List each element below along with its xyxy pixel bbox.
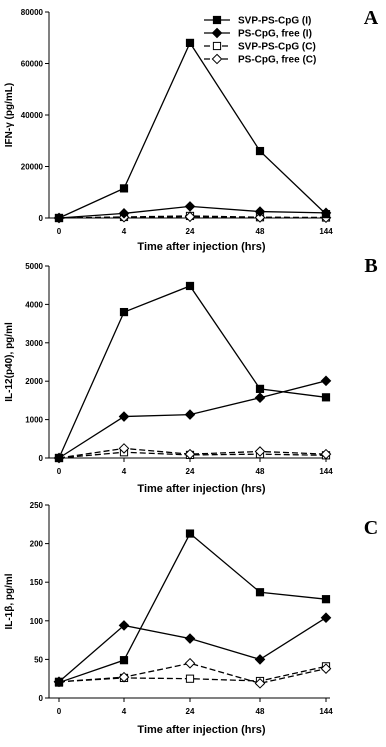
y-tick-label: 20000 [20,162,43,172]
x-tick-label: 144 [319,227,333,236]
x-tick-label: 4 [121,227,127,236]
x-tick-label: 48 [255,227,265,236]
x-axis-label: Time after injection (hrs) [137,724,266,736]
legend-label: SVP-PS-CpG (I) [238,15,312,27]
data-point [186,675,193,682]
legend-marker [212,54,221,63]
series-PS-CpG, free (C) [54,659,330,688]
y-tick-label: 0 [38,214,43,223]
panel-label: A [363,7,379,29]
data-point [256,147,263,154]
chart-panel-B [4,255,378,495]
data-point [185,410,194,419]
y-tick-label: 50 [34,655,43,665]
x-tick-label: 0 [56,227,62,236]
y-tick-label: 80000 [20,8,43,17]
data-point [322,596,329,603]
y-tick-label: 200 [29,539,43,549]
x-tick-label: 48 [255,467,265,476]
data-point [186,530,193,537]
y-tick-label: 3000 [25,338,43,348]
data-point [120,657,127,664]
data-point [120,185,127,192]
data-point [185,634,194,643]
y-tick-label: 100 [29,616,43,626]
y-tick-label: 150 [29,578,43,588]
y-axis-label: IL-1β, pg/ml [4,573,15,630]
y-tick-label: 2000 [25,377,43,387]
chart-panel-C [4,501,378,736]
data-point [186,39,193,46]
y-tick-label: 1000 [25,415,43,425]
legend [204,16,316,66]
series-line [59,534,326,683]
y-tick-label: 0 [38,454,43,463]
y-tick-label: 40000 [20,111,43,120]
x-tick-label: 144 [319,707,333,716]
series-PS-CpG, free (C) [54,444,330,463]
y-tick-label: 4000 [25,300,43,310]
data-point [185,659,194,668]
legend-marker [212,28,221,37]
data-point [185,202,194,211]
legend-marker [213,16,220,23]
x-tick-label: 48 [255,707,265,716]
x-tick-label: 24 [185,467,195,476]
data-point [322,394,329,401]
x-tick-label: 24 [185,227,195,236]
panel-label: B [364,255,378,277]
x-tick-label: 0 [56,707,62,716]
data-point [256,589,263,596]
data-point [321,376,330,385]
data-point [255,655,264,664]
x-tick-label: 24 [185,707,195,716]
data-point [255,393,264,402]
data-point [119,412,128,421]
x-tick-label: 4 [121,467,127,476]
legend-label: SVP-PS-CpG (C) [238,41,316,53]
y-tick-label: 250 [29,501,43,510]
x-tick-label: 4 [121,707,127,716]
series-PS-CpG, free (I) [54,376,330,462]
y-tick-label: 0 [38,694,43,703]
x-tick-label: 0 [56,467,62,476]
y-axis-label: IFN-γ (pg/mL) [4,82,15,148]
chart-panel-A [4,7,379,253]
x-tick-label: 144 [319,467,333,476]
legend-label: PS-CpG, free (C) [238,54,317,66]
series-SVP-PS-CpG (C) [55,663,329,686]
y-tick-label: 5000 [25,262,43,271]
x-axis-label: Time after injection (hrs) [137,241,266,253]
data-point [321,613,330,622]
series-line [59,43,326,218]
data-point [186,282,193,289]
data-point [256,385,263,392]
panel-label: C [363,517,379,539]
data-point [120,308,127,315]
x-axis-label: Time after injection (hrs) [137,483,266,495]
y-axis-label: IL-12(p40), pg/ml [4,322,15,402]
series-line [59,618,326,682]
series-SVP-PS-CpG (I) [55,39,329,221]
y-tick-label: 60000 [20,59,43,69]
legend-marker [213,42,220,49]
legend-label: PS-CpG, free (I) [238,28,312,40]
